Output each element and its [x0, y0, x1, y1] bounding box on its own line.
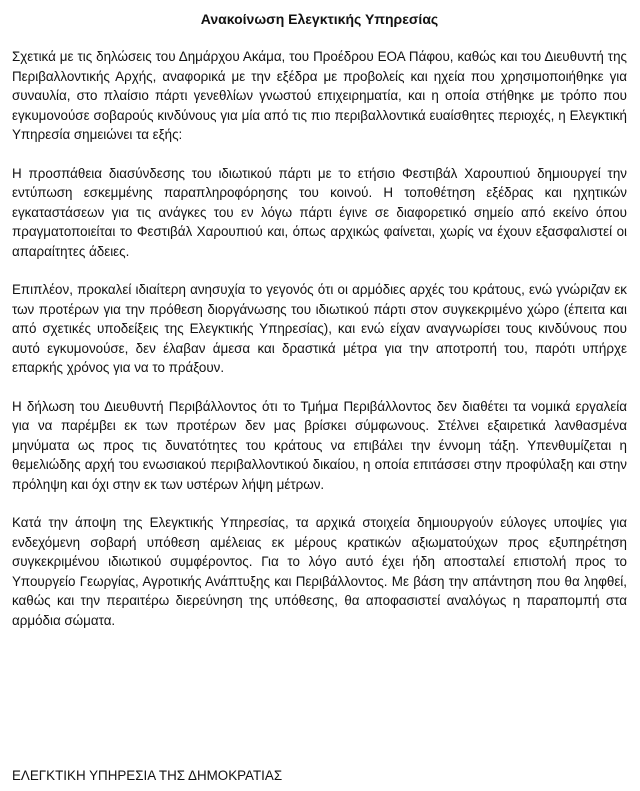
paragraph-authorities: Επιπλέον, προκαλεί ιδιαίτερη ανησυχία το γεγονός ότι οι αρμόδιες αρχές του κράτους, ενώ γνώριζαν εκ των προτέρων για την πρόθεση διοργάνωσης του ιδιωτικού πάρτι στον συγκεκριμένο χώρο (έπειτα και από σχετικές υποδείξεις της Ελεγκτικής Υπηρεσίας), και ενώ είχαν αναγνωρίσει τους κινδύνους που αυτό εγκυμονούσε, δεν έλαβαν άμεσα και δραστικά μέτρα για την αποτροπή του, παρότι υπήρχε επαρκής χρόνος για να το πράξουν. — [12, 282, 627, 375]
paragraph-intro: Σχετικά με τις δηλώσεις του Δημάρχου Ακάμα, του Προέδρου ΕΟΑ Πάφου, καθώς και του Διευθυντή της Περιβαλλοντικής Αρχής, αναφορικά με την εξέδρα με προβολείς και ηχεία που χρησιμοποιήθηκε για συναυλία, στο πλαίσιο πάρτι γενεθλίων γνωστού επιχειρηματία, και η οποία στήθηκε με τρόπο που εγκυμονούσε σοβαρούς κινδύνους για μία από τις πιο περιβαλλοντικά ευαίσθητες περιοχές, η Ελεγκτική Υπηρεσία σημειώνει τα εξής: — [12, 49, 627, 142]
paragraph-festival: Η προσπάθεια διασύνδεσης του ιδιωτικού πάρτι με το ετήσιο Φεστιβάλ Χαρουπιού δημιουργεί την εντύπωση εσκεμμένης παραπληροφόρησης του κοινού. Η τοποθέτηση εξέδρας και ηχητικών εγκαταστάσεων για τις ανάγκες του εν λόγω πάρτι έγινε σε διαφορετικό σημείο από εκείνο όπου πραγματοποιείται το Φεστιβάλ Χαρουπιού και, όπως αρχικώς φαίνεται, χωρίς να έχουν εξασφαλιστεί οι απαραίτητες άδειες. — [12, 165, 627, 259]
document-title: Ανακοίνωση Ελεγκτικής Υπηρεσίας — [200, 11, 439, 27]
paragraph-environment-director: Η δήλωση του Διευθυντή Περιβάλλοντος ότι το Τμήμα Περιβάλλοντος δεν διαθέτει τα νομικά εργαλεία για να παρέμβει εκ των προτέρων δεν μας βρίσκει σύμφωνους. Στέλνει εξαιρετικά λανθασμένα μηνύματα ως προς τις δυνατότητες του κράτους να επιβάλει την έννομη τάξη. Υπενθυμίζεται η θεμελιώδης αρχή του ενωσιακού περιβαλλοντικού δικαίου, η οποία επιτάσσει στην προφύλαξη και στην πρόληψη και όχι στην εκ των υστέρων λήψη μέτρων. — [12, 398, 627, 492]
paragraph-conclusion: Κατά την άποψη της Ελεγκτικής Υπηρεσίας, τα αρχικά στοιχεία δημιουργούν εύλογες υποψίες για ενδεχόμενη σοβαρή υπόθεση αμέλειας εκ μέρους κρατικών αξιωματούχων προς εξυπηρέτηση συγκεκριμένου ιδιωτικού συμφέροντος. Για το λόγο αυτό έχει ήδη αποσταλεί επιστολή προς το Υπουργείο Γεωργίας, Αγροτικής Ανάπτυξης και Περιβάλλοντος. Με βάση την απάντηση που θα ληφθεί, καθώς και την περαιτέρω διερεύνηση της υπόθεσης, θα αποφασιστεί αναλόγως η παραπομπή στα αρμόδια σώματα. — [12, 515, 627, 628]
signature: ΕΛΕΓΚΤΙΚΗ ΥΠΗΡΕΣΙΑ ΤΗΣ ΔΗΜΟΚΡΑΤΙΑΣ — [12, 768, 283, 783]
